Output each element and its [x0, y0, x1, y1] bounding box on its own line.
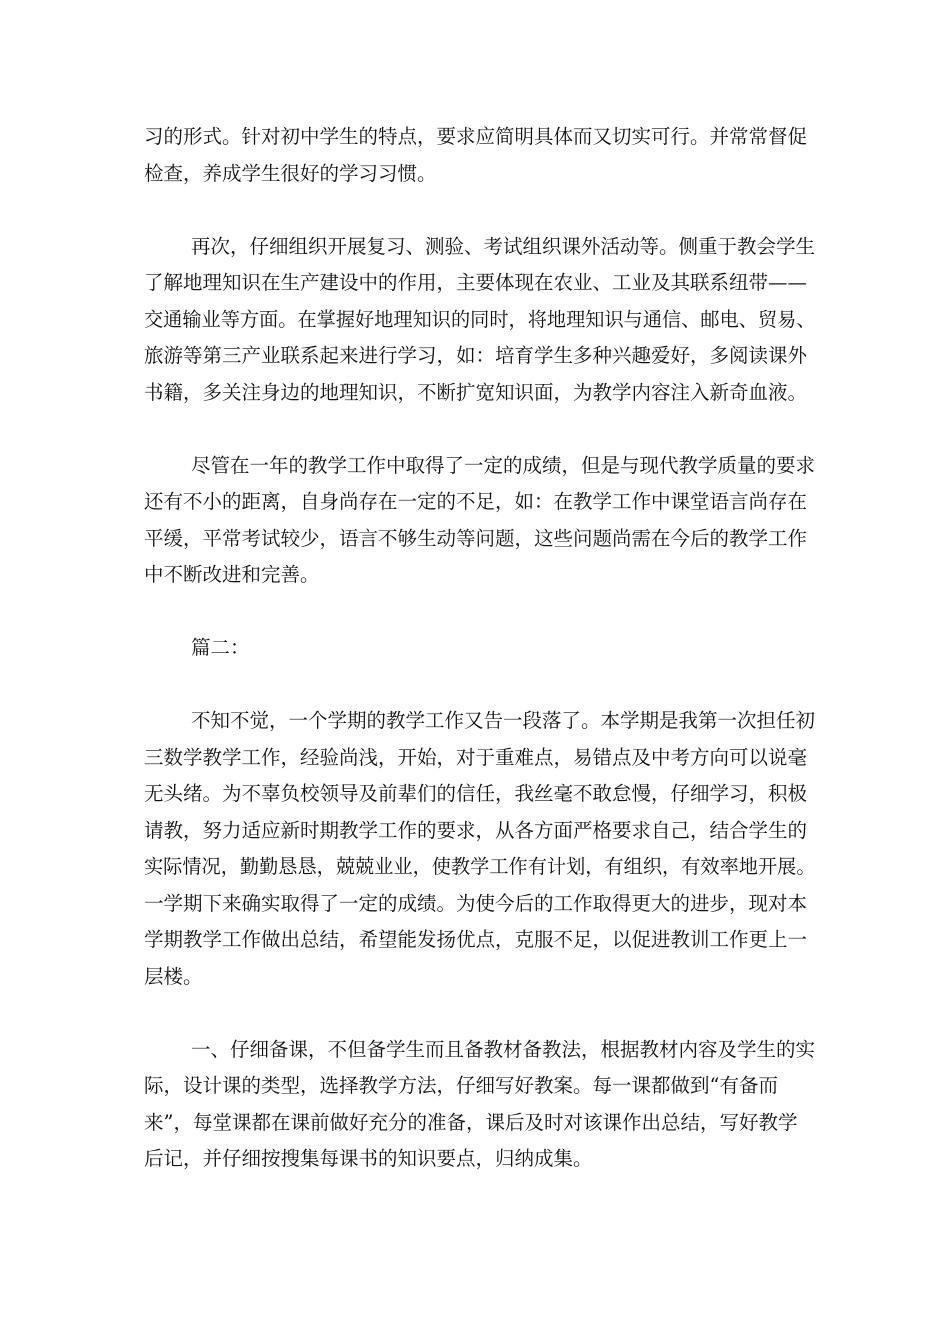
paragraph — [144, 1032, 816, 1178]
text-line: 检查，养成学生很好的学习习惯。 — [144, 161, 437, 185]
text-line: 后记，并仔细按搜集每课书的知识要点，归纳成集。 — [144, 1147, 593, 1170]
text-line: 了解地理知识在生产建设中的作用，主要体现在农业、工业及其联系纽带—— — [144, 271, 808, 294]
text-line: 际，设计课的类型，选择教学方法，仔细写好教案。每一课都做到“有备而 — [144, 1074, 778, 1097]
text-line: 书籍，多关注身边的地理知识，不断扩宽知识面，为教学内容注入新奇血液。 — [144, 380, 808, 404]
paragraph-gap — [144, 594, 816, 631]
paragraph — [144, 229, 816, 412]
text-line: 交通输业等方面。在掌握好地理知识的同时，将地理知识与通信、邮电、贸易、 — [144, 307, 816, 331]
text-line: 还有不小的距离，自身尚存在一定的不足，如：在教学工作中课堂语言尚存在 — [144, 490, 808, 513]
text-line: 一学期下来确实取得了一定的成绩。为使今后的工作取得更大的进步，现对本 — [144, 891, 808, 915]
text-line: 来”，每堂课都在课前做好充分的准备，课后及时对该课作出总结，写好教学 — [144, 1110, 798, 1134]
paragraph-gap — [144, 667, 816, 704]
paragraph-gap — [144, 995, 816, 1032]
text-line: 中不断改进和完善。 — [144, 563, 320, 586]
text-line: 无头绪。为不辜负校领导及前辈们的信任，我丝毫不敢怠慢，仔细学习，积极 — [144, 782, 808, 805]
text-line: 学期教学工作做出总结，希望能发扬优点，克服不足，以促进教训工作更上一 — [144, 928, 808, 951]
text-line: 请教，努力适应新时期教学工作的要求，从各方面严格要求自己，结合学生的 — [144, 818, 808, 842]
text-line: 三数学教学工作，经验尚浅，开始，对于重难点，易错点及中考方向可以说毫 — [144, 745, 808, 769]
text-line: 习的形式。针对初中学生的特点，要求应简明具体而又切实可行。并常常督促 — [144, 125, 808, 148]
text-line: 一、仔细备课，不但备学生而且备教材备教法，根据教材内容及学生的实 — [191, 1037, 816, 1061]
document-body — [144, 119, 816, 1178]
text-line: 平缓，平常考试较少，语言不够生动等问题，这些问题尚需在今后的教学工作 — [144, 526, 808, 550]
paragraph — [144, 703, 816, 995]
paragraph — [144, 630, 816, 667]
text-line: 旅游等第三产业联系起来进行学习，如：培育学生多种兴趣爱好，多阅读课外 — [144, 344, 808, 367]
paragraph — [144, 119, 816, 192]
text-line: 再次，仔细组织开展复习、测验、考试组织课外活动等。侧重于教会学生 — [191, 234, 816, 258]
paragraph-gap — [144, 411, 816, 448]
paragraph-gap — [144, 192, 816, 229]
text-line: 篇二： — [191, 636, 250, 659]
text-line: 层楼。 — [144, 964, 203, 988]
text-line: 尽管在一年的教学工作中取得了一定的成绩，但是与现代教学质量的要求 — [191, 453, 816, 477]
paragraph — [144, 448, 816, 594]
text-line: 实际情况，勤勤恳恳，兢兢业业，使教学工作有计划，有组织，有效率地开展。 — [144, 855, 816, 878]
text-line: 不知不觉，一个学期的教学工作又告一段落了。本学期是我第一次担任初 — [191, 709, 816, 732]
